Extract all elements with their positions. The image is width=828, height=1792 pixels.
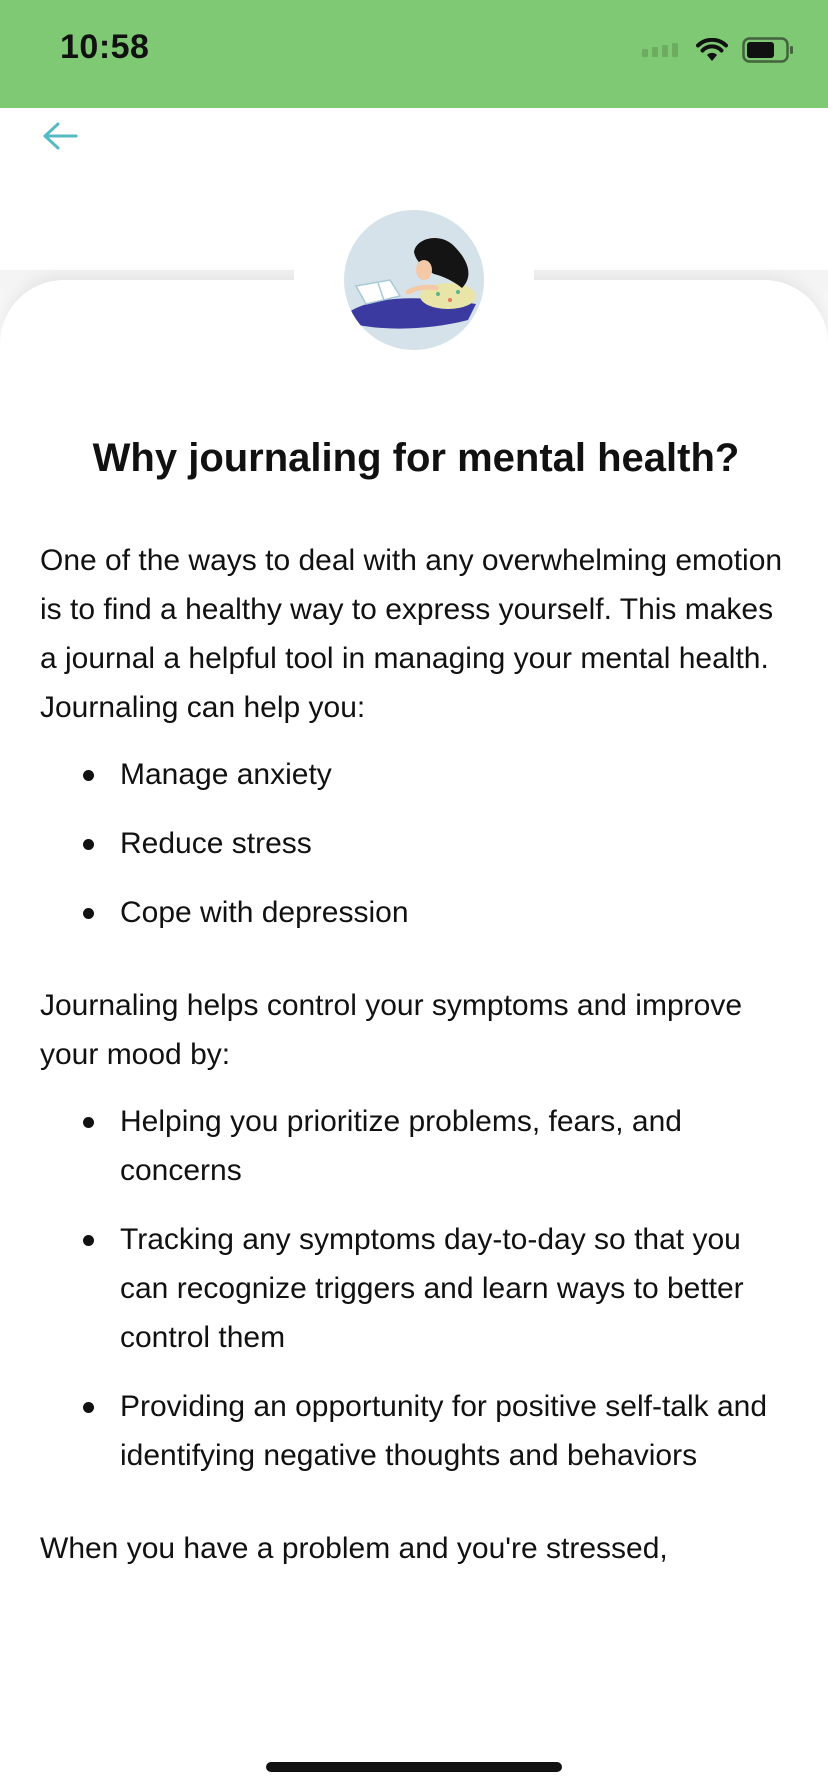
wifi-icon xyxy=(696,38,728,62)
arrow-left-icon xyxy=(42,121,78,151)
status-bar xyxy=(0,0,828,108)
journaling-illustration xyxy=(344,210,484,350)
second-paragraph: Journaling helps control your symptoms and improve your mood by: xyxy=(40,989,742,1071)
home-indicator[interactable] xyxy=(266,1762,562,1772)
back-button[interactable] xyxy=(36,112,84,160)
ways-list xyxy=(40,1097,792,1480)
list-item: Manage anxiety xyxy=(40,750,792,799)
list-item: Providing an opportunity for positive self-talk and identifying negative thoughts and behaviors xyxy=(40,1382,792,1480)
benefits-list xyxy=(40,750,792,937)
article xyxy=(40,430,792,1573)
closing-paragraph: When you have a problem and you're stressed, xyxy=(40,1532,668,1565)
page-title: Why journaling for mental health? xyxy=(92,436,740,480)
status-time: 10:58 xyxy=(60,28,150,66)
intro-paragraph: One of the ways to deal with any overwhelming emotion is to find a healthy way to express yourself. This makes a journal a helpful tool in managing your mental health. Journaling can help you: xyxy=(40,544,783,724)
list-item: Tracking any symptoms day-to-day so that you can recognize triggers and learn ways to better control them xyxy=(40,1215,792,1362)
list-item: Cope with depression xyxy=(40,888,792,937)
list-item: Reduce stress xyxy=(40,819,792,868)
signal-icon xyxy=(642,43,682,57)
list-item: Helping you prioritize problems, fears, and concerns xyxy=(40,1097,792,1195)
battery-icon xyxy=(742,37,794,63)
status-icons xyxy=(642,34,794,66)
